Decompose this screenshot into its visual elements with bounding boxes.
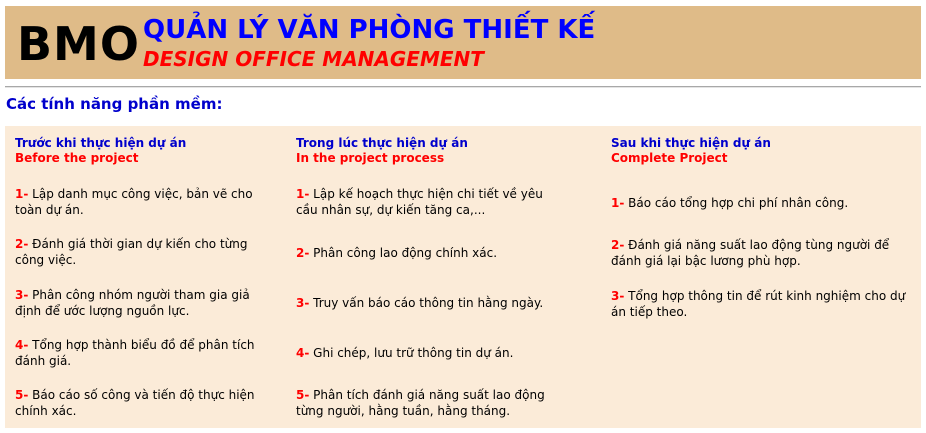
column-title-vn: Trong lúc thực hiện dự án [296, 136, 468, 150]
list-item [15, 337, 277, 369]
item-number: 1- [611, 196, 625, 210]
page-title-english: DESIGN OFFICE MANAGEMENT [143, 47, 484, 71]
column-complete-project [611, 136, 911, 319]
item-text: Phân tích đánh giá năng suất lao động từng người, hằng tuần, hằng tháng. [296, 388, 545, 418]
item-number: 4- [15, 338, 29, 352]
features-panel [5, 126, 921, 428]
item-text: Truy vấn báo cáo thông tin hằng ngày. [309, 296, 544, 310]
item-text: Đánh giá thời gian dự kiến cho từng công việc. [15, 237, 248, 267]
column-title-en: In the project process [296, 151, 445, 165]
item-number: 3- [611, 289, 625, 303]
item-number: 2- [611, 238, 625, 252]
column-title-vn: Trước khi thực hiện dự án [15, 136, 187, 150]
column-heading [296, 136, 558, 166]
item-text: Báo cáo số công và tiến độ thực hiện chính xác. [15, 388, 255, 418]
item-number: 5- [296, 388, 310, 402]
list-item [296, 295, 558, 311]
item-text: Tổng hợp thành biểu đồ để phân tích đánh giá. [15, 338, 255, 368]
item-number: 3- [15, 288, 29, 302]
item-text: Lập danh mục công việc, bản vẽ cho toàn dự án. [15, 187, 253, 217]
column-title-en: Before the project [15, 151, 139, 165]
list-item [611, 195, 911, 211]
item-number: 5- [15, 388, 29, 402]
column-heading [611, 136, 911, 166]
features-heading: Các tính năng phần mềm: [6, 95, 223, 113]
item-number: 3- [296, 296, 310, 310]
column-title-vn: Sau khi thực hiện dự án [611, 136, 771, 150]
item-text: Lập kế hoạch thực hiện chi tiết về yêu cầu nhân sự, dự kiến tăng ca,... [296, 187, 543, 217]
item-text: Ghi chép, lưu trữ thông tin dự án. [309, 346, 514, 360]
list-item [296, 387, 558, 419]
item-number: 2- [296, 246, 310, 260]
column-title-en: Complete Project [611, 151, 728, 165]
list-item [611, 237, 911, 269]
logo: BMO [17, 17, 140, 71]
list-item [611, 288, 911, 320]
item-text: Phân công lao động chính xác. [309, 246, 498, 260]
item-number: 1- [15, 187, 29, 201]
list-item [296, 345, 558, 361]
list-item [15, 387, 277, 419]
list-item [15, 186, 277, 218]
page-title-vietnamese: QUẢN LÝ VĂN PHÒNG THIẾT KẾ [143, 15, 596, 45]
column-during-project [296, 136, 558, 418]
list-item [15, 236, 277, 268]
list-item [296, 245, 558, 261]
column-before-project [15, 136, 277, 418]
list-item [296, 186, 558, 218]
header-banner [5, 6, 921, 79]
item-number: 4- [296, 346, 310, 360]
item-number: 2- [15, 237, 29, 251]
list-item [15, 287, 277, 319]
item-number: 1- [296, 187, 310, 201]
item-text: Phân công nhóm người tham gia giả định để ước lượng nguồn lực. [15, 288, 250, 318]
item-text: Tổng hợp thông tin để rút kinh nghiệm cho dự án tiếp theo. [611, 289, 906, 319]
divider [5, 86, 921, 88]
item-text: Đánh giá năng suất lao động tùng người để đánh giá lại bậc lương phù hợp. [611, 238, 890, 268]
column-heading [15, 136, 277, 166]
item-text: Báo cáo tổng hợp chi phí nhân công. [624, 196, 849, 210]
